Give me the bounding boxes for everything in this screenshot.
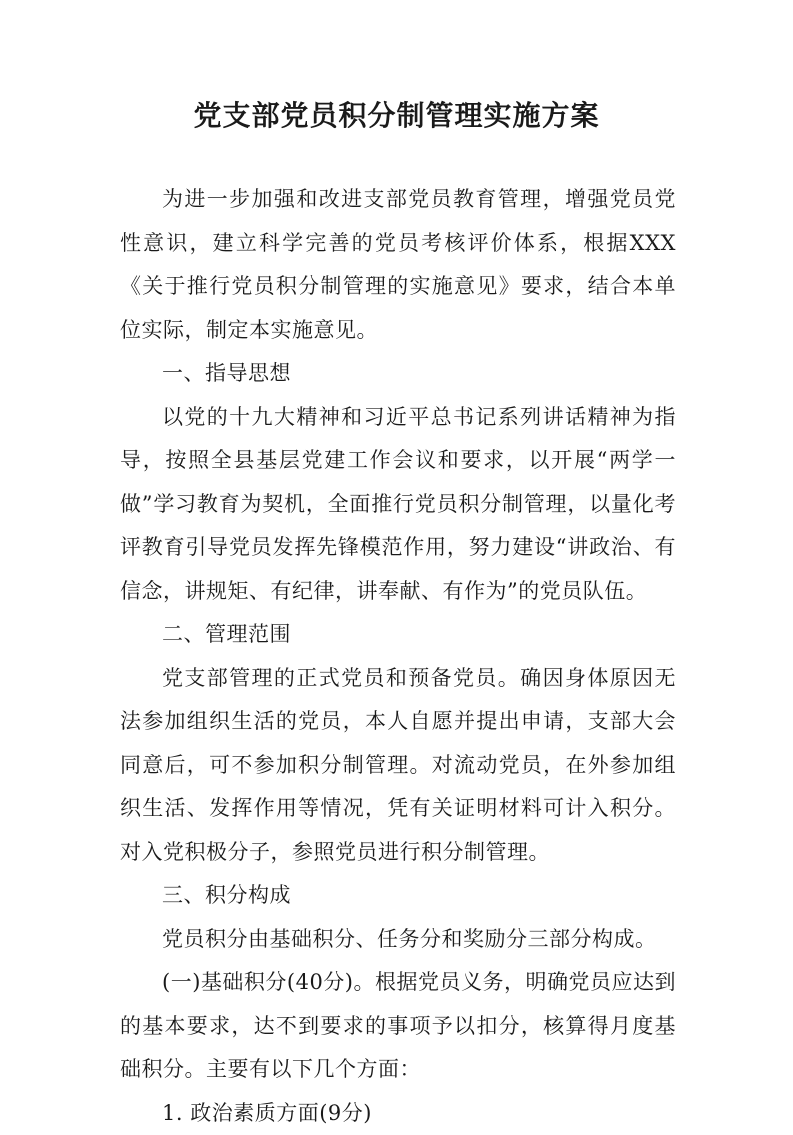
document-body [120,178,676,1135]
basic-points-paragraph: (一)基础积分(40分)。根据党员义务，明确党员应达到的基本要求，达不到要求的事项予以扣分，核算得月度基础积分。主要有以下几个方面： [120,961,676,1092]
intro-paragraph: 为进一步加强和改进支部党员教育管理，增强党员党性意识，建立科学完善的党员考核评价体系，根据XXX《关于推行党员积分制管理的实施意见》要求，结合本单位实际，制定本实施意见。 [120,178,676,352]
section-heading-management-scope: 二、管理范围 [120,613,676,657]
section-heading-points-composition: 三、积分构成 [120,874,676,918]
points-composition-paragraph: 党员积分由基础积分、任务分和奖励分三部分构成。 [120,918,676,962]
management-scope-paragraph: 党支部管理的正式党员和预备党员。确因身体原因无法参加组织生活的党员，本人自愿并提出申请，支部大会同意后，可不参加积分制管理。对流动党员，在外参加组织生活、发挥作用等情况，凭有关证明材料可计入积分。对入党积极分子，参照党员进行积分制管理。 [120,657,676,875]
political-quality-item: 1. 政治素质方面(9分) [120,1092,676,1135]
section-heading-guiding-thought: 一、指导思想 [120,352,676,396]
document-title: 党支部党员积分制管理实施方案 [0,96,793,136]
guiding-thought-paragraph: 以党的十九大精神和习近平总书记系列讲话精神为指导，按照全县基层党建工作会议和要求，以开展“两学一做”学习教育为契机，全面推行党员积分制管理，以量化考评教育引导党员发挥先锋模范作用，努力建设“讲政治、有信念，讲规矩、有纪律，讲奉献、有作为”的党员队伍。 [120,396,676,614]
